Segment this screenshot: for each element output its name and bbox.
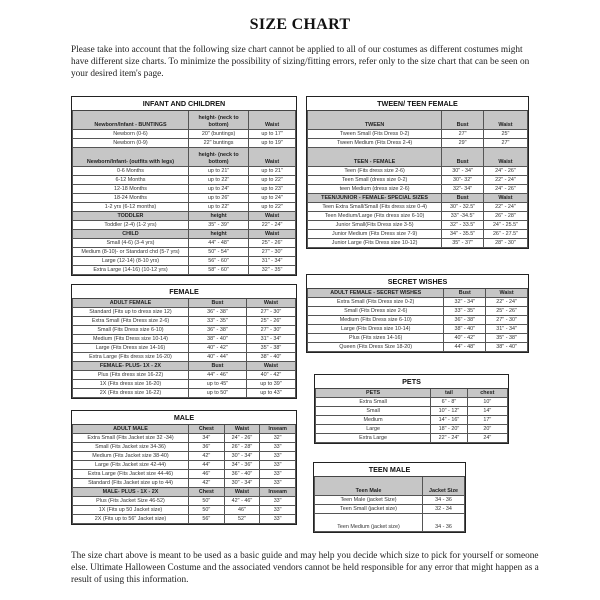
table-cell: 34" (188, 434, 224, 443)
table-row (73, 506, 296, 515)
table-row (73, 452, 296, 461)
table-cell: 24" (467, 434, 507, 443)
table-cell: 26" - 27.5" (483, 230, 527, 239)
table-cell: Teen Medium (jacket size) (315, 514, 423, 532)
table-row (315, 505, 465, 514)
table-cell: 32 - 34 (423, 505, 465, 514)
table-row (73, 139, 296, 148)
table-header-row (316, 389, 508, 398)
table-cell: 56" (188, 515, 224, 524)
column-header: Bust (442, 194, 484, 203)
table-cell: 10" - 12" (431, 407, 467, 416)
table-header-row (73, 230, 296, 239)
table-title: MALE (73, 411, 296, 425)
table-cell: 50" - 54" (188, 248, 248, 257)
table-row (316, 434, 508, 443)
column-header: Waist (483, 148, 527, 167)
table-cell: 32" - 35" (249, 266, 296, 275)
table-row (308, 130, 528, 139)
column-header: Waist (483, 111, 527, 130)
table-cell: Small (Fits Jacket size 34-36) (73, 443, 189, 452)
table-cell: 42" (188, 479, 224, 488)
table-cell: 46" (224, 506, 260, 515)
intro-text: Please take into account that the following size chart cannot be applied to all of our costumes as different costumes might have different size charts. To minimize the possibility of sizing/fitting errors, refer only to the size chart that can be seen on your desired item's page. (71, 45, 530, 79)
table-cell: up to 45" (188, 380, 246, 389)
table-cell: 33" (260, 452, 296, 461)
column-header: Bust (444, 289, 486, 298)
table-header-row (73, 148, 296, 167)
table-cell: Queen (Fits Dress Size 18-20) (308, 343, 444, 352)
table-cell: Extra Large (Fits dress size 16-20) (73, 353, 189, 362)
table-cell: 33" (260, 470, 296, 479)
table-cell: 25" - 26" (249, 239, 296, 248)
table-header-row (73, 488, 296, 497)
column-header: Bust (442, 111, 484, 130)
table-cell: 22" - 24" (483, 203, 527, 212)
table-header-row (73, 111, 296, 130)
table-cell: up to 23" (249, 185, 296, 194)
table-cell: 34" - 35.5" (442, 230, 484, 239)
table-cell: 27" (442, 130, 484, 139)
table-cell: 44" - 48" (188, 239, 248, 248)
column-header: TWEEN (308, 111, 442, 130)
table-cell: 36" (188, 443, 224, 452)
table-cell: Junior Medium (Fits Dress size 7-9) (308, 230, 442, 239)
table-cell: up to 39" (246, 380, 295, 389)
table-cell: 32" - 33.5" (442, 221, 484, 230)
table-cell: 36" - 38" (188, 326, 246, 335)
table-row (73, 176, 296, 185)
table-cell: 31" - 34" (249, 257, 296, 266)
table-row (73, 266, 296, 275)
table-cell: Medium (Fits Jacket size 38-40) (73, 452, 189, 461)
table-cell: 40" - 44" (188, 353, 246, 362)
table-cell: 33" -34.5" (442, 212, 484, 221)
table-title: INFANT AND CHILDREN (73, 97, 296, 111)
table-cell: 30" - 32.5" (442, 203, 484, 212)
table-cell: 36" - 40" (224, 470, 260, 479)
table-row (73, 344, 296, 353)
table-cell: 22" - 24" (486, 298, 528, 307)
column-header: PETS (316, 389, 431, 398)
table-cell: Newborn (0-9) (73, 139, 189, 148)
table-row (73, 317, 296, 326)
table-cell: Extra Small (316, 398, 431, 407)
table-cell: Teen Extra Small/Small (Fits dress size 0-4) (308, 203, 442, 212)
table-cell: 27" - 30" (486, 316, 528, 325)
table-cell: 0-6 Months (73, 167, 189, 176)
column-header: height- (neck to bottom) (188, 148, 248, 167)
table-cell: Large (316, 425, 431, 434)
table-cell: 30" - 34" (224, 479, 260, 488)
column-header: Bust (188, 299, 246, 308)
table-cell: 28" - 30" (483, 239, 527, 248)
table-cell: 17" (467, 416, 507, 425)
column-header: Waist (246, 299, 295, 308)
table-title: SECRET WISHES (308, 275, 528, 289)
table-cell: Standard (Fits up to dress size 12) (73, 308, 189, 317)
table-row (308, 316, 528, 325)
table-cell: 1-2 yrs (6-12 months) (73, 203, 189, 212)
table-row (308, 221, 528, 230)
table-cell: 25" - 26" (486, 307, 528, 316)
teen-male-table (313, 462, 466, 533)
table-cell: 33" (260, 479, 296, 488)
table-cell: 34 - 36 (423, 514, 465, 532)
table-header-row (73, 425, 296, 434)
table-cell: up to 26" (188, 194, 248, 203)
table-cell: 40" - 42" (444, 334, 486, 343)
column-header: chest (467, 389, 507, 398)
column-header: Waist (486, 289, 528, 298)
table-cell: 20" (467, 425, 507, 434)
column-header: tail (431, 389, 467, 398)
table-row (308, 167, 528, 176)
table-cell: Newborn (0-6) (73, 130, 189, 139)
column-header: Bust (188, 362, 246, 371)
table-row (73, 515, 296, 524)
table-header-row (73, 362, 296, 371)
table-row (316, 407, 508, 416)
table-cell: 32" (260, 434, 296, 443)
table-cell: up to 19" (249, 139, 296, 148)
table-row (73, 380, 296, 389)
table-cell: 34 - 36 (423, 496, 465, 505)
column-header: Waist (224, 425, 260, 434)
disclaimer-text: The size chart above is meant to be used as a basic guide and may help you decide which size to pick for yourself or someone else. Ultimate Halloween Costume and the associated vendors cannot be held responsible for any error that might happen as a result of using this information. (71, 551, 539, 585)
table-cell: 22" - 24" (249, 221, 296, 230)
table-cell: up to 21" (188, 167, 248, 176)
table-cell: Teen Medium/Large (Fits dress size 6-10) (308, 212, 442, 221)
table-cell: Extra Small (Fits Dress size 2-6) (73, 317, 189, 326)
table-cell: 44" (188, 461, 224, 470)
table-cell: 50" (188, 497, 224, 506)
table-cell: 27" - 30" (246, 308, 295, 317)
table-cell: 29" (442, 139, 484, 148)
table-cell: up to 24" (249, 194, 296, 203)
table-cell: Plus (Fits dress size 16-22) (73, 371, 189, 380)
table-cell: Extra Large (316, 434, 431, 443)
table-row (308, 185, 528, 194)
table-row (73, 443, 296, 452)
column-header: FEMALE- PLUS- 1X - 2X (73, 362, 189, 371)
table-cell: 6-12 Months (73, 176, 189, 185)
table-row (73, 434, 296, 443)
table-title: FEMALE (73, 285, 296, 299)
table-cell: 34" - 36" (224, 461, 260, 470)
table-cell: 46" (188, 470, 224, 479)
table-row (308, 203, 528, 212)
table-cell: Large (Fits Dress size 10-14) (308, 325, 444, 334)
table-cell: 40" - 42" (246, 371, 295, 380)
table-cell: 50" (188, 506, 224, 515)
table-row (73, 308, 296, 317)
column-header: height- (neck to bottom) (188, 111, 248, 130)
table-cell: Small (Fits Dress size 2-6) (308, 307, 444, 316)
column-header: height (188, 212, 248, 221)
column-header: TEEN - FEMALE (308, 148, 442, 167)
table-cell: Medium (Fits Dress size 10-14) (73, 335, 189, 344)
table-header-row (308, 289, 528, 298)
table-row (316, 416, 508, 425)
table-cell: 18" - 20" (431, 425, 467, 434)
table-row (308, 298, 528, 307)
table-cell: 33" (260, 461, 296, 470)
table-cell: Large (12-14) (8-10 yrs) (73, 257, 189, 266)
table-cell: Extra Large (14-16) (10-12 yrs) (73, 266, 189, 275)
table-cell: 1X (Fits up 50 Jacket size) (73, 506, 189, 515)
table-cell: up to 24" (188, 185, 248, 194)
table-cell: Standard (Fits Jacket size up to 44) (73, 479, 189, 488)
table-cell: 24" - 26" (483, 185, 527, 194)
column-header: ADULT MALE (73, 425, 189, 434)
table-cell: 1X (Fits dress size 16-20) (73, 380, 189, 389)
table-cell: up to 22" (188, 176, 248, 185)
column-header: Inseam (260, 488, 296, 497)
table-row (73, 185, 296, 194)
table-cell: up to 17" (249, 130, 296, 139)
table-cell: Tween Medium (Fits Dress 2-4) (308, 139, 442, 148)
table-row (308, 239, 528, 248)
table-cell: 33" (260, 515, 296, 524)
table-cell: Teen Small (dress size 0-2) (308, 176, 442, 185)
tween-teen-female-table (306, 96, 529, 249)
table-cell: Teen Male (jacket Size) (315, 496, 423, 505)
table-cell: 36" - 38" (188, 308, 246, 317)
table-cell: Plus (Fits sizes 14-16) (308, 334, 444, 343)
table-cell: 10" (467, 398, 507, 407)
table-cell: 27" - 30" (249, 248, 296, 257)
table-cell: Medium (316, 416, 431, 425)
table-row (316, 398, 508, 407)
table-cell: 40" - 42" (188, 344, 246, 353)
table-row (73, 194, 296, 203)
table-row (308, 334, 528, 343)
table-cell: up to 50" (188, 389, 246, 398)
table-cell: Medium (Fits Dress size 6-10) (308, 316, 444, 325)
table-row (73, 326, 296, 335)
table-row (73, 257, 296, 266)
column-header: Waist (249, 230, 296, 239)
column-header: Newborn/Infant - BUNTINGS (73, 111, 189, 130)
column-header: Waist (249, 212, 296, 221)
table-cell: Extra Large (Fits Jacket size 44-46) (73, 470, 189, 479)
table-row (315, 496, 465, 505)
column-header: Chest (188, 488, 224, 497)
table-cell: 36" - 38" (444, 316, 486, 325)
table-cell: Large (Fits Jacket size 42-44) (73, 461, 189, 470)
table-cell: 42" - 46" (224, 497, 260, 506)
table-cell: 24" - 26" (224, 434, 260, 443)
table-cell: Junior Small(Fits Dress size 3-5) (308, 221, 442, 230)
table-cell: Large (Fits Dress size 14-16) (73, 344, 189, 353)
table-cell: Medium (8-10)- or Standard chd (5-7 yrs) (73, 248, 189, 257)
table-cell: 33" (260, 443, 296, 452)
table-cell: 27" (483, 139, 527, 148)
table-row (73, 371, 296, 380)
table-cell: 2X (Fits dress size 16-22) (73, 389, 189, 398)
table-cell: 22" buntings (188, 139, 248, 148)
table-cell: 58" - 60" (188, 266, 248, 275)
table-header-row (308, 111, 528, 130)
table-row (73, 461, 296, 470)
table-cell: 25" (483, 130, 527, 139)
column-header: MALE- PLUS - 1X - 2X (73, 488, 189, 497)
column-header: Jacket Size (423, 477, 465, 496)
column-header: ADULT FEMALE (73, 299, 189, 308)
table-header-row (315, 477, 465, 496)
table-cell: 30"- 32" (442, 176, 484, 185)
table-cell: 33" - 35" (188, 317, 246, 326)
table-cell: 27" - 30" (246, 326, 295, 335)
table-cell: 35" - 37" (442, 239, 484, 248)
table-row (73, 248, 296, 257)
table-header-row (308, 148, 528, 167)
table-cell: 32" - 34" (444, 298, 486, 307)
table-cell: 33" (260, 497, 296, 506)
table-cell: 24" - 25.5" (483, 221, 527, 230)
table-cell: 31" - 34" (246, 335, 295, 344)
table-cell: 14" (467, 407, 507, 416)
table-cell: 38" - 40" (486, 343, 528, 352)
table-cell: Teen Small (jacket size) (315, 505, 423, 514)
table-cell: Teen (Fits dress size 2-6) (308, 167, 442, 176)
column-header: height (188, 230, 248, 239)
column-header: ADULT FEMALE - SECRET WISHES (308, 289, 444, 298)
table-cell: up to 22" (249, 203, 296, 212)
column-header: Bust (442, 148, 484, 167)
table-cell: 33" (260, 506, 296, 515)
table-title: TWEEN/ TEEN FEMALE (308, 97, 528, 111)
table-row (308, 307, 528, 316)
table-row (73, 239, 296, 248)
table-header-row (73, 212, 296, 221)
table-cell: 35" - 39" (188, 221, 248, 230)
table-row (73, 130, 296, 139)
table-cell: Junior Large (Fits Dress size 10-12) (308, 239, 442, 248)
table-row (73, 470, 296, 479)
table-title: PETS (316, 375, 508, 389)
table-cell: 30" - 34" (442, 167, 484, 176)
table-row (73, 221, 296, 230)
table-cell: up to 22" (188, 203, 248, 212)
table-cell: Tween Small (Fits Dress 0-2) (308, 130, 442, 139)
table-row (308, 139, 528, 148)
male-table (71, 410, 297, 525)
table-cell: 38" - 40" (188, 335, 246, 344)
table-cell: 6" - 8" (431, 398, 467, 407)
female-table (71, 284, 297, 399)
table-row (308, 176, 528, 185)
table-cell: 38" - 40" (444, 325, 486, 334)
pets-table (314, 374, 509, 444)
table-cell: Small (Fits Dress size 6-10) (73, 326, 189, 335)
table-row (308, 212, 528, 221)
table-row (315, 514, 465, 532)
table-row (73, 203, 296, 212)
table-cell: teen Medium (dress size 2-6) (308, 185, 442, 194)
table-cell: 2X (Fits up to 56" Jacket size) (73, 515, 189, 524)
table-cell: up to 21" (249, 167, 296, 176)
table-cell: 26" - 28" (224, 443, 260, 452)
table-cell: Extra Small (Fits Jacket size 32 -34) (73, 434, 189, 443)
table-cell: 33" - 35" (444, 307, 486, 316)
table-row (308, 325, 528, 334)
table-row (73, 497, 296, 506)
table-cell: 44" - 46" (188, 371, 246, 380)
table-cell: 35" - 38" (486, 334, 528, 343)
column-header: Waist (249, 111, 296, 130)
table-cell: 14" - 16" (431, 416, 467, 425)
table-cell: 35" - 38" (246, 344, 295, 353)
table-row (308, 343, 528, 352)
column-header: Waist (246, 362, 295, 371)
table-row (73, 389, 296, 398)
table-cell: Toddler (2-4) (1-2 yrs) (73, 221, 189, 230)
table-row (308, 230, 528, 239)
table-cell: 22" - 24" (483, 176, 527, 185)
table-cell: 24" - 26" (483, 167, 527, 176)
table-row (73, 353, 296, 362)
table-cell: up to 22" (249, 176, 296, 185)
table-cell: 44" - 48" (444, 343, 486, 352)
table-cell: 22" - 24" (431, 434, 467, 443)
table-cell: Plus (Fits Jacket Size 46-52) (73, 497, 189, 506)
table-cell: 12-18 Months (73, 185, 189, 194)
table-cell: Small (4-6) (3-4 yrs) (73, 239, 189, 248)
table-cell: 26" - 28" (483, 212, 527, 221)
table-row (316, 425, 508, 434)
column-header: TODDLER (73, 212, 189, 221)
infant-children-table (71, 96, 297, 276)
table-cell: 56" - 60" (188, 257, 248, 266)
table-cell: Extra Small (Fits Dress size 0-2) (308, 298, 444, 307)
column-header: Waist (224, 488, 260, 497)
column-header: Waist (483, 194, 527, 203)
table-cell: Small (316, 407, 431, 416)
table-cell: 38" - 40" (246, 353, 295, 362)
table-row (73, 167, 296, 176)
table-title: TEEN MALE (315, 463, 465, 477)
column-header: TEEN/JUNIOR - FEMALE- SPECIAL SIZES (308, 194, 442, 203)
table-header-row (308, 194, 528, 203)
table-cell: 31" - 34" (486, 325, 528, 334)
table-cell: 42" (188, 452, 224, 461)
column-header: Inseam (260, 425, 296, 434)
table-cell: up to 43" (246, 389, 295, 398)
table-cell: 18-24 Months (73, 194, 189, 203)
secret-wishes-table (306, 274, 529, 353)
table-cell: 25" - 26" (246, 317, 295, 326)
table-cell: 30" - 34" (224, 452, 260, 461)
column-header: CHILD (73, 230, 189, 239)
table-row (73, 479, 296, 488)
table-header-row (73, 299, 296, 308)
table-cell: 20" (buntings) (188, 130, 248, 139)
column-header: Teen Male (315, 477, 423, 496)
column-header: Chest (188, 425, 224, 434)
page-title: SIZE CHART (249, 16, 351, 33)
table-cell: 32"- 34" (442, 185, 484, 194)
table-cell: 52" (224, 515, 260, 524)
table-row (73, 335, 296, 344)
column-header: Newborn/Infant- (outfits with legs) (73, 148, 189, 167)
column-header: Waist (249, 148, 296, 167)
